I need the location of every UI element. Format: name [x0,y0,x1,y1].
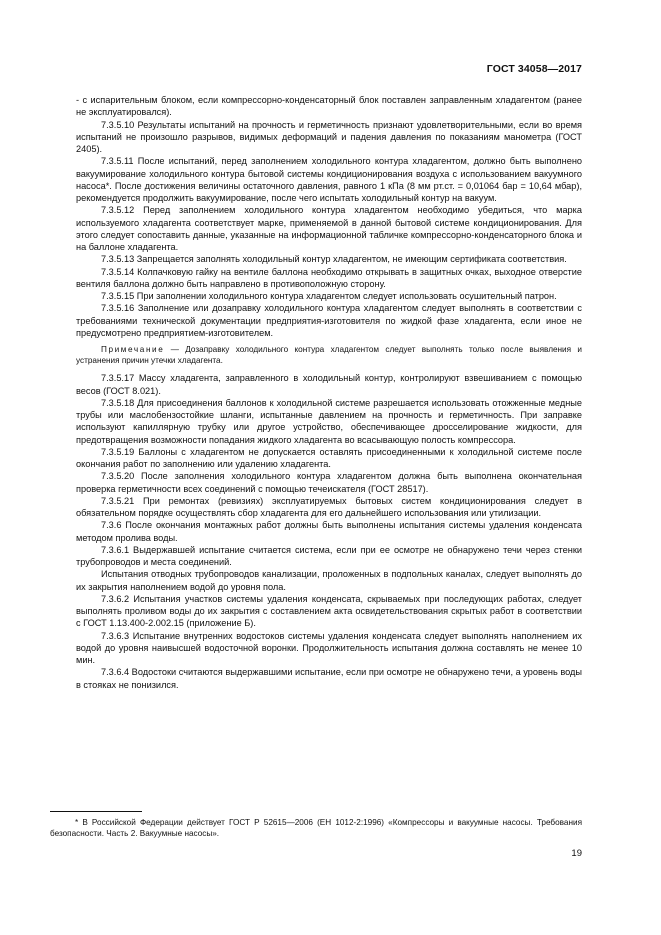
paragraph: 7.3.5.13 Запрещается заполнять холодильный контур хладагентом, не имеющим сертификата соответствия. [101,254,567,265]
page-number: 19 [571,848,582,859]
paragraph: 7.3.5.19 Баллоны с хладагентом не допускается оставлять присоединенными к холодильной системе после окончания работ по заполнению или удалению хладагента. [76,446,582,470]
footnote-divider [50,811,142,812]
paragraph: 7.3.6.1 Выдержавшей испытание считается система, если при ее осмотре не обнаружено течи через стенки трубопроводов и места соединений. [76,544,582,568]
paragraph: 7.3.5.17 Массу хладагента, заправленного в холодильный контур, контролируют взвешиванием с помощью весов (ГОСТ 8.021). [76,373,582,396]
note [76,344,582,366]
paragraph: 7.3.5.16 Заполнение или дозаправку холодильного контура хладагентом следует выполнять в соответствии с требованиями технической документации предприятия-изготовителя по жидкой фазе хладагента, если иное не предусмотрено предприятием-изготовителем. [76,303,582,338]
paragraph: 7.3.6.3 Испытание внутренних водостоков системы удаления конденсата следует выполнять наполнением их водой до уровня наивысшей водосточной воронки. Продолжительность испытания должна составлять не менее 10 мин. [76,630,582,666]
paragraph: 7.3.6.2 Испытания участков системы удаления конденсата, скрываемых при последующих работах, следует выполнять проливом воды до их закрытия с составлением акта освидетельствования скрытых работ в соответствии с ГОСТ 1.13.400-2.002.15 (приложение Б). [76,593,582,629]
paragraph: 7.3.5.18 Для присоединения баллонов к холодильной системе разрешается использовать отожженные медные трубы или маслобензостойкие шланги, испытанные давлением на прочность и герметичность. При заправке используют капиллярную трубку или другое устройство, обеспечивающее дросселирование жидкости, для предотвращения возможности попадания жидкого хладагента во всасывающую полость компрессора. [76,397,582,445]
paragraph: Испытания отводных трубопроводов канализации, проложенных в подпольных каналах, следует выполнять до их закрытия наполнением водой до уровня пола. [76,569,582,592]
paragraph: 7.3.5.14 Колпачковую гайку на вентиле баллона необходимо открывать в защитных очках, выходное отверстие вентиля баллона должно быть направлено в противоположную сторону. [76,266,582,289]
paragraph: 7.3.6.4 Водостоки считаются выдержавшими испытание, если при осмотре не обнаружено течи, а уровень воды в стояках не понизился. [76,667,582,690]
paragraph: 7.3.5.21 При ремонтах (ревизиях) эксплуатируемых бытовых систем кондиционирования следует в обязательном порядке осуществлять сбор хладагента для его дальнейшего использования или утилизации. [76,495,582,519]
paragraph: - с испарительным блоком, если компрессорно-конденсаторный блок поставлен заправленным хладагентом (ранее не эксплуатировался). [76,95,582,118]
paragraph: 7.3.5.15 При заполнении холодильного контура хладагентом следует использовать осушительный патрон. [101,291,557,301]
body-text [76,94,582,691]
paragraph: 7.3.6 После окончания монтажных работ должны быть выполнены испытания системы удаления конденсата методом пролива воды. [76,520,582,543]
note-text: — Дозаправку холодильного контура хладагентом следует выполнять только после выявления и устранения причин утечки хладагента. [76,345,582,366]
footnote: * В Российской Федерации действует ГОСТ Р 52615—2006 (ЕН 1012-2:1996) «Компрессоры и вакуумные насосы. Требования безопасности. Часть 2. Вакуумные насосы». [50,818,582,839]
paragraph: 7.3.5.20 После заполнения холодильного контура хладагентом должна быть выполнена окончательная проверка герметичности всех соединений с помощью течеискателя (ГОСТ 28517). [76,471,582,494]
document-code-header: ГОСТ 34058—2017 [486,63,582,75]
paragraph: 7.3.5.10 Результаты испытаний на прочность и герметичность признают удовлетворительными, если во время испытаний не произошло разрывов, видимых деформаций и падения давления по показаниям манометра (ГОСТ 2405). [76,119,582,154]
note-label: Примечание [101,345,165,354]
paragraph: 7.3.5.11 После испытаний, перед заполнением холодильного контура хладагентом, должно быть выполнено вакуумирование холодильного контура бытовой системы кондиционирования воздуха с использованием вакуумного насоса*. После достижения величины остаточного давления, равного 1 кПа (8 мм рт.ст. = 0,01064 бар = 10,64 мбар), рекомендуется продолжить вакуумирование, после чего испытать холодильный контур на вакуум. [76,156,582,203]
paragraph: 7.3.5.12 Перед заполнением холодильного контура хладагентом необходимо убедиться, что марка используемого хладагента соответствует марке, применяемой в данной бытовой системе кондиционирования. Для этого следует сопоставить данные, указанные на информационной табличке компрессорно-конденсаторного блока и на баллоне хладагента. [76,205,582,252]
